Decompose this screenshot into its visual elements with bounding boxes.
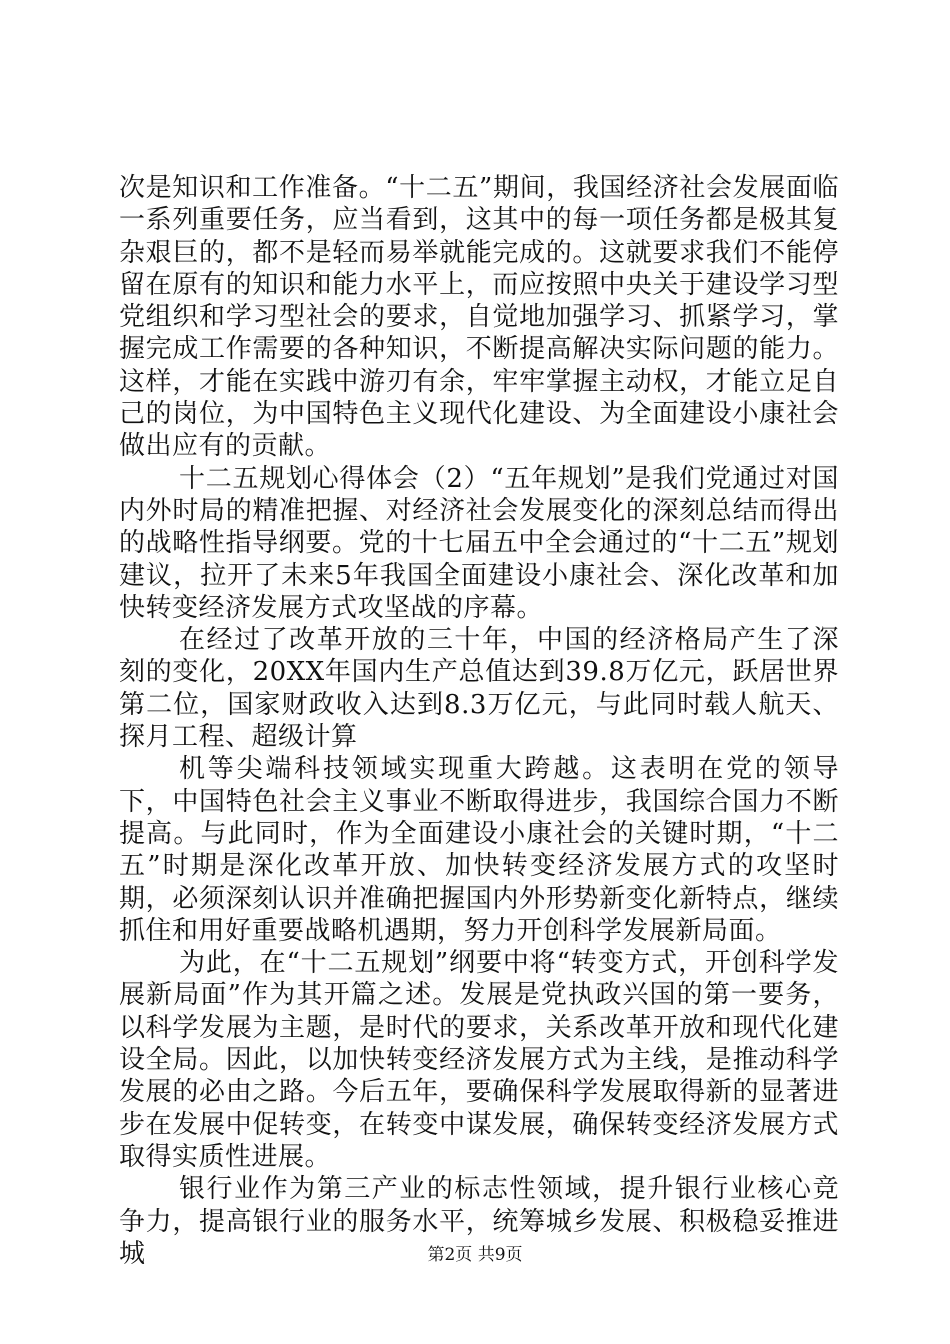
paragraph-5: 为此，在“十二五规划”纲要中将“转变方式，开创科学发展新局面”作为其开篇之述。发展是党执政兴国的第一要务，以科学发展为主题，是时代的要求，关系改革开放和现代化建设全局。因此，以加快转变经济发展方式为主线，是推动科学发展的必由之路。今后五年，要确保科学发展取得新的显著进步在发展中促转变，在转变中谋发展，确保转变经济发展方式取得实质性进展。	[119, 948, 839, 1172]
paragraph-1: 次是知识和工作准备。“十二五”期间，我国经济社会发展面临一系列重要任务，应当看到，这其中的每一项任务都是极其复杂艰巨的，都不是轻而易举就能完成的。这就要求我们不能停留在原有的知识和能力水平上，而应按照中央关于建设学习型党组织和学习型社会的要求，自觉地加强学习、抓紧学习，掌握完成工作需要的各种知识，不断提高解决实际问题的能力。这样，才能在实践中游刃有余，牢牢掌握主动权，才能立足自己的岗位，为中国特色主义现代化建设、为全面建设小康社会做出应有的贡献。	[119, 173, 839, 462]
paragraph-2: 十二五规划心得体会（2）“五年规划”是我们党通过对国内外时局的精准把握、对经济社会发展变化的深刻总结而得出的战略性指导纲要。党的十七届五中全会通过的“十二五”规划建议，拉开了未来5年我国全面建设小康社会、深化改革和加快转变经济发展方式攻坚战的序幕。	[119, 463, 839, 623]
paragraph-3: 在经过了改革开放的三十年，中国的经济格局产生了深刻的变化，20XX年国内生产总值达到39.8万亿元，跃居世界第二位，国家财政收入达到8.3万亿元，与此同时载人航天、探月工程、超级计算	[119, 625, 839, 753]
paragraph-6: 银行业作为第三产业的标志性领域，提升银行业核心竞争力，提高银行业的服务水平，统筹城乡发展、积极稳妥推进城	[119, 1174, 839, 1269]
paragraph-4: 机等尖端科技领域实现重大跨越。这表明在党的领导下，中国特色社会主义事业不断取得进步，我国综合国力不断提高。与此同时，作为全面建设小康社会的关键时期，“十二五”时期是深化改革开放、加快转变经济发展方式的攻坚时期，必须深刻认识并准确把握国内外形势新变化新特点，继续抓住和用好重要战略机遇期，努力开创科学发展新局面。	[119, 754, 839, 946]
page-number-footer: 第2页 共9页	[427, 1245, 523, 1265]
document-body	[119, 172, 839, 1270]
